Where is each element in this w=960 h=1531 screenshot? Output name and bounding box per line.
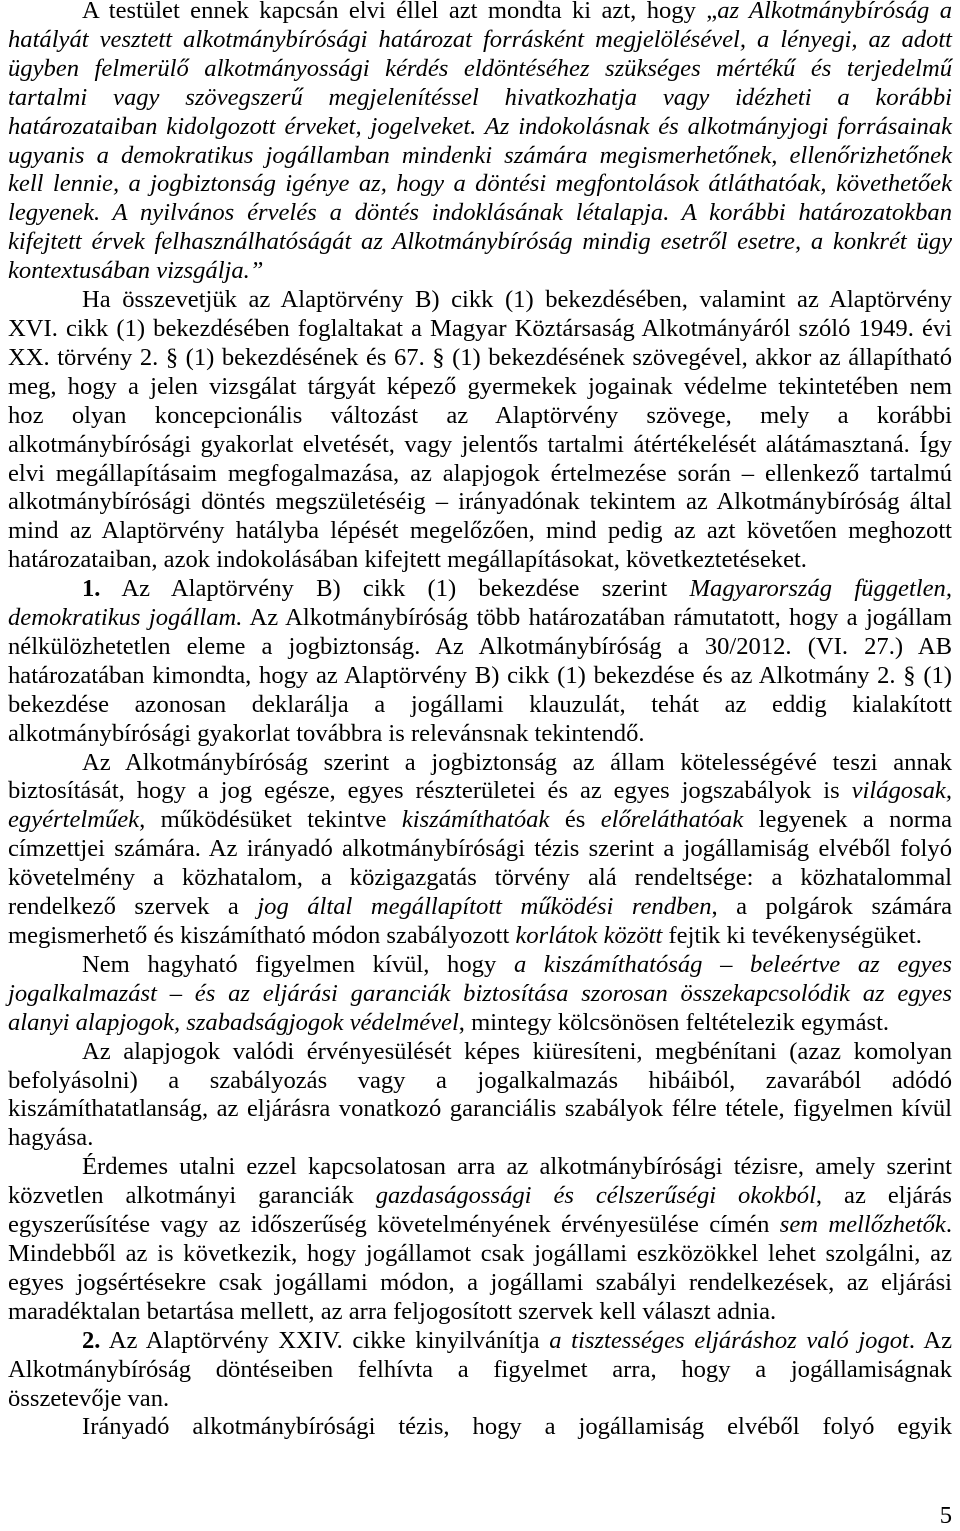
text-run: a kiszámíthatóság – beleértve az egyes [513,950,952,978]
text-line [8,1124,952,1153]
text-run: kontextusában vizsgálja.” [8,257,264,285]
text-run: címzettjei számára. Az irányadó alkotmánybírósági tézis szerint a jogállamiság elvéből folyó [8,835,952,863]
text-run: jog által megállapított működési rendben [257,893,712,921]
text-run: Az alapjogok valódi érvényesülését képes kiüresíteni, megbénítani (azaz komolyan [82,1037,952,1065]
text-run: jogalkalmazást – és az eljárási garanciák biztosítása szorosan összekapcsolódik az egyes [8,979,952,1007]
text-run: XX. törvény 2. § (1) bekezdésének és 67. § (1) bekezdésének szövegével, akkor az állapítható [8,343,952,371]
text-run: határozataiban, azok indokolásában kifejtett megállapításokat, következtetéseket. [8,546,807,574]
text-line [8,777,952,806]
text-line [8,1067,952,1096]
text-line [8,604,952,633]
text-run: gazdaságossági és célszerűségi okokból [375,1182,816,1210]
text-run: előreláthatóak [600,806,744,834]
text-run: összetevője van. [8,1384,170,1412]
text-run: egyes jogsértésekre csak jogállami módon, a jogállami szabályi rendelkezések, az eljárási [8,1268,952,1296]
text-line [8,1153,952,1182]
text-run: alkotmánybírósági gyakorlat elvetését, vagy jelentős tartalmi átértékelését alátámasztaná. Így [8,430,952,458]
text-line [8,1327,952,1356]
text-line [8,199,952,228]
text-run: , az eljárás [815,1182,952,1210]
text-run: korlátok között [515,922,663,949]
text-line [8,691,952,720]
text-run: mind az Alaptörvény hatályba lépését megelőzően, mind pedig az azt követően meghozott [8,517,952,545]
text-line [8,26,952,55]
text-line [8,1038,952,1067]
text-line [8,864,952,893]
text-line [8,546,952,575]
text-line [8,893,952,922]
text-run: Érdemes utalni ezzel kapcsolatosan arra az alkotmánybírósági tézisre, amely szerint [82,1153,952,1181]
text-run: Ha összevetjük az Alaptörvény B) cikk (1) bekezdésében, valamint az Alaptörvény [82,286,952,314]
text-line [8,286,952,315]
text-line [8,373,952,402]
text-run: Irányadó alkotmánybírósági tézis, hogy a jogállamiság elvéből folyó egyik [82,1413,952,1441]
text-run: egyszerűsítése vagy az időszerűség követelményének érvényesülése címén [8,1211,780,1239]
text-run: sem mellőzhetők [779,1211,946,1239]
text-run: , mintegy kölcsönösen feltételezik egymást. [458,1008,890,1036]
text-line [8,806,952,835]
paragraph [8,0,952,286]
text-line [8,257,952,286]
text-run: meg, hogy a jelen vizsgálat tárgyát képező gyermekek jogainak védelme tekintetében nem [8,372,952,400]
text-run: megismerhető és kiszámítható módon szabályozott [8,922,516,949]
text-line [8,1298,952,1327]
text-run: követelmény a közhatalom, a közigazgatás törvény alá rendeltsége: a közhatalommal [8,864,952,892]
text-line [8,0,952,26]
paragraph [8,1038,952,1154]
text-run: 1. [82,575,101,603]
text-line [8,84,952,113]
text-run: A testület ennek kapcsán elvi éllel azt mondta ki azt, hogy „ [82,0,718,24]
text-run: alkotmánybírósági gyakorlat továbbra is relevánsnak tekintendő. [8,719,645,747]
paragraph [8,749,952,951]
text-line [8,228,952,257]
text-line [8,1269,952,1298]
text-line [8,142,952,171]
text-run: nélkülözhetetlen eleme a jogbiztonság. Az Alkotmánybíróság a 30/2012. (VI. 27.) AB [8,632,952,660]
text-run: XVI. cikk (1) bekezdésében foglaltakat a Magyar Köztársaság Alkotmányáról szóló 1949. évi [8,314,952,342]
text-line [8,431,952,460]
text-run: világosak, [851,777,952,805]
text-line [8,1240,952,1269]
text-run: Magyarország független, [689,575,952,603]
text-line [8,170,952,199]
text-run: hoz olyan koncepcionális változást az Alaptörvény szövege, mely a korábbi [8,401,952,429]
text-run: az Alkotmánybíróság a [717,0,952,24]
paragraph [8,951,952,1038]
text-run: , a polgárok számára [711,893,952,921]
text-run: legyenek. A nyilvános érvelés a döntés indoklásának létalapja. A korábbi határozatokban [8,199,952,227]
text-run: Az Alaptörvény B) cikk (1) bekezdése szerint [100,575,690,603]
text-line [8,922,952,951]
text-run: közvetlen alkotmányi garanciák [8,1182,376,1210]
text-run: működésüket tekintve [145,806,402,834]
text-run: demokratikus jogállam. [8,604,243,632]
paragraph [8,1327,952,1414]
text-run: maradéktalan betartása mellett, az arra feljogosított szervek kell választ adnia. [8,1297,777,1325]
text-line [8,113,952,142]
text-line [8,344,952,373]
text-run: 2. [82,1326,101,1354]
text-run: elvi megállapításaim megfogalmazása, az alapjogok értelmezése során – ellenkező tartalmú [8,459,952,487]
text-run: és [549,806,601,834]
text-run: fejtik ki tevékenységüket. [662,922,922,949]
text-run: alanyi alapjogok, szabadságjogok védelmével [8,1008,459,1036]
text-line [8,633,952,662]
text-run: határozataiban kidolgozott érveket, jogelveket. Az indokolásnak és alkotmányjogi forrásainak [8,112,952,140]
text-run: bekezdése azonosan deklarálja a jogállami klauzulát, tehát az eddig kialakított [8,690,952,718]
text-line [8,402,952,431]
text-line [8,460,952,489]
paragraph [8,575,952,748]
text-run: kell lennie, a jogbiztonság igénye az, hogy a döntési megfontolások átláthatóak, követhetőek [8,170,952,198]
text-run: Az Alkotmánybíróság több határozatában rámutatott, hogy a jogállam [242,604,953,632]
text-line [8,1356,952,1385]
text-line [8,55,952,84]
text-line [8,1211,952,1240]
paragraph [8,286,952,575]
text-run: kiszámíthatatlanság, az eljárásra vonatkozó garanciális szabályok félre tétele, figyelmen kívül [8,1095,952,1123]
text-line [8,835,952,864]
text-run: ügyben felmerülő alkotmányossági kérdés eldöntéséhez szükséges mértékű és terjedelmű [8,54,952,82]
text-line [8,1009,952,1038]
text-run: kiszámíthatóak [401,806,550,834]
text-run: hatályát vesztett alkotmánybírósági határozat forrásként megjelölésével, a lényegi, az adott [8,25,952,53]
text-run: a tisztességes eljáráshoz való jogot [549,1326,909,1354]
text-line [8,575,952,604]
text-run: ugyanis a demokratikus jogállamban mindenki számára megismerhetőnek, ellenőrizhetőnek [8,141,952,169]
text-run: Nem hagyható figyelmen kívül, hogy [82,950,514,978]
text-run: . Az [908,1326,953,1354]
text-line [8,1413,952,1442]
text-run: biztosítását, hogy a jog egésze, egyes részterületei és az egyes jogszabályok is [8,777,852,805]
paragraph [8,1153,952,1326]
text-line [8,1095,952,1124]
text-line [8,749,952,778]
text-run: tartalmi vagy szövegszerű megjelenítéssel hivatkozhatja vagy idézheti a korábbi [8,83,952,111]
text-line [8,720,952,749]
text-line [8,951,952,980]
text-line [8,1385,952,1414]
text-run: Alkotmánybíróság döntéseiben felhívta a figyelmet arra, hogy a jogállamiságnak [8,1355,952,1383]
text-line [8,315,952,344]
text-line [8,980,952,1009]
text-line [8,662,952,691]
text-run: Az Alkotmánybíróság szerint a jogbiztonság az állam kötelességévé teszi annak [82,748,952,776]
text-run: Az Alaptörvény XXIV. cikke kinyilvánítja [100,1326,550,1354]
text-run: . [945,1211,952,1239]
paragraph [8,1413,952,1442]
text-run: kifejtett érvek felhasználhatóságát az Alkotmánybíróság mindig esetről esetre, a konkrét ügy [8,228,952,256]
text-run: határozatában kimondta, hogy az Alaptörvény B) cikk (1) bekezdése és az Alkotmány 2. § (1) [8,661,952,689]
text-run: egyértelműek, [8,806,146,834]
text-run: rendelkező szervek a [8,893,258,921]
text-run: legyenek a norma [743,806,952,834]
text-run: alkotmánybírósági döntés megszületéséig – irányadónak tekintem az Alkotmánybíróság által [8,488,952,516]
document-body [8,0,952,1442]
text-run: befolyásolni) a szabályozás vagy a jogalkalmazás hibáiból, zavarából adódó [8,1066,952,1094]
text-line [8,517,952,546]
page-number: 5 [939,1502,952,1529]
text-run: hagyása. [8,1124,94,1152]
text-line [8,1182,952,1211]
text-run: Mindebből az is következik, hogy jogállamot csak jogállami eszközökkel lehet szolgálni, az [8,1239,952,1267]
text-line [8,488,952,517]
